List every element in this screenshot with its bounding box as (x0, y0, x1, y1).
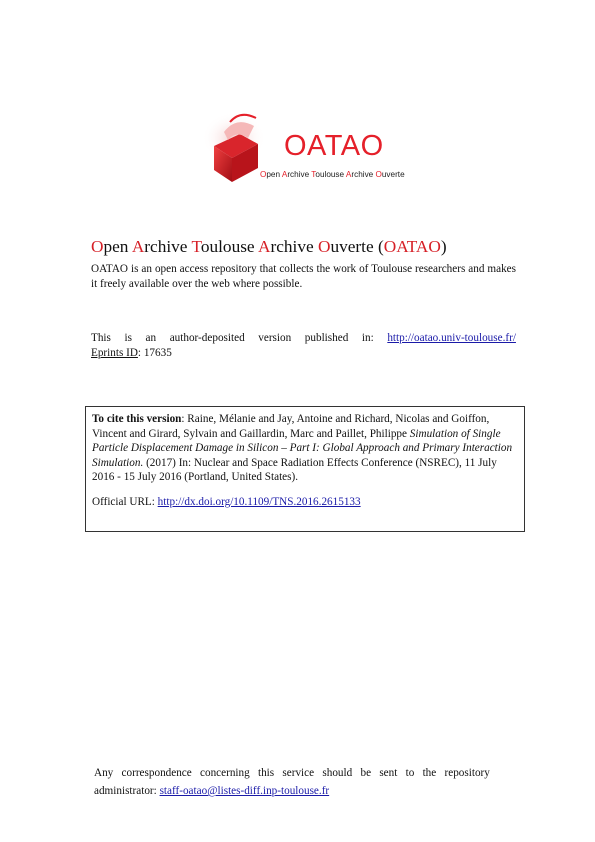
deposit-word: published (304, 332, 349, 344)
logo-tagline (260, 170, 405, 179)
deposit-word: author-deposited (169, 332, 245, 344)
footer-word: concerning (200, 767, 250, 779)
deposit-word: is (124, 332, 132, 344)
title-letter: A (131, 237, 145, 256)
title-text: oulouse (200, 237, 258, 256)
eprints-label: Eprints ID (91, 346, 138, 359)
title-letter: T (191, 237, 201, 256)
footer-word: the (422, 767, 437, 779)
tagline-part: uverte (381, 170, 405, 179)
deposit-info (91, 331, 516, 360)
title-text: rchive (144, 237, 192, 256)
title-acronym: OATAO (383, 237, 441, 256)
tagline-part: rchive (287, 170, 312, 179)
official-url-link[interactable]: http://dx.doi.org/10.1109/TNS.2016.2615133 (157, 496, 361, 508)
tagline-part: pen (266, 170, 282, 179)
footer-word: be (360, 767, 372, 779)
intro-paragraph: OATAO is an open access repository that collects the work of Toulouse researchers and makes it freely available over the web where possible. (91, 263, 516, 290)
official-url-label: Official URL: (92, 496, 158, 508)
footer-word: service (282, 767, 315, 779)
eprints-line (91, 346, 516, 361)
page-title (91, 238, 447, 255)
citation-details: (2017) In: Nuclear and Space Radiation Effects Conference (NSREC), 11 July 2016 - 15 July 2016 (Portland, United States). (92, 456, 497, 483)
citation-authors: : Raine, Mélanie and Jay, Antoine and Richard, Nicolas and Goiffon, Vincent and Girard, Sylvain and Gaillardin, Marc and Paillet, Philippe (92, 413, 490, 440)
logo-wordmark: OATAO (284, 130, 384, 162)
footer-word: should (322, 767, 353, 779)
footer-line-2 (94, 782, 490, 800)
footer-word: to (405, 767, 415, 779)
citation-text (92, 412, 517, 485)
correspondence-note (94, 764, 490, 800)
tagline-part: A (345, 170, 352, 179)
title-text: pen (103, 237, 132, 256)
title-letter: A (257, 237, 271, 256)
tagline-part: oulouse (315, 170, 346, 179)
deposit-word: an (145, 332, 157, 344)
official-url-line (92, 495, 361, 510)
deposit-word: This (91, 332, 111, 344)
tagline-part: O (375, 170, 382, 179)
tagline-part: O (260, 170, 267, 179)
repository-link[interactable]: http://oatao.univ-toulouse.fr/ (387, 332, 516, 344)
footer-word: sent (379, 767, 398, 779)
tagline-part: T (311, 170, 316, 179)
admin-email-link[interactable]: staff-oatao@listes-diff.inp-toulouse.fr (159, 785, 330, 797)
footer-label: administrator: (94, 785, 160, 797)
deposit-word: in: (361, 332, 374, 344)
tagline-part: A (281, 170, 288, 179)
eprints-separator: : (137, 346, 144, 359)
footer-word: repository (444, 767, 490, 779)
title-text: ) (440, 237, 447, 256)
title-letter: O (91, 237, 104, 256)
oatao-logo (196, 108, 416, 198)
footer-word: Any (94, 767, 114, 779)
footer-word: this (257, 767, 275, 779)
citation-title: Simulation of Single Particle Displacement Damage in Silicon – Part I: Global Approach and Primary Interaction Simulation. (92, 427, 513, 469)
title-text: uverte ( (330, 237, 384, 256)
eprints-id: 17635 (143, 346, 172, 359)
tagline-part: rchive (351, 170, 376, 179)
deposit-line (91, 331, 516, 346)
deposit-word: version (258, 332, 292, 344)
footer-line (94, 764, 490, 782)
title-text: rchive (270, 237, 318, 256)
title-letter: O (317, 237, 331, 256)
citation-label: To cite this version (92, 413, 182, 425)
citation-box (85, 406, 525, 532)
footer-word: correspondence (121, 767, 192, 779)
